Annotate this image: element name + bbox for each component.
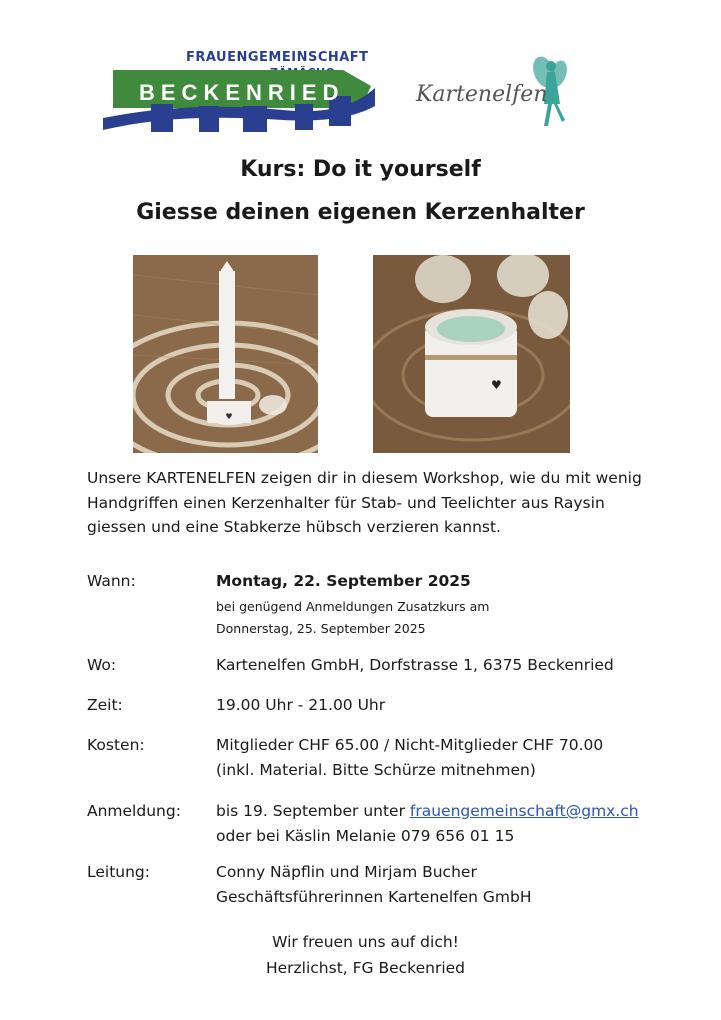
svg-text:♥: ♥ bbox=[491, 378, 502, 392]
label-wann: Wann: bbox=[87, 572, 136, 590]
label-kosten: Kosten: bbox=[87, 736, 145, 754]
candle-holder-photo bbox=[133, 255, 318, 453]
intro-paragraph: Unsere KARTENELFEN zeigen dir in diesem Workshop, wie du mit wenig Handgriffen einen Kerzenhalter für Stab- und Teelichter aus Raysin giessen und eine Stabkerze hübsch verzieren kannst. bbox=[87, 469, 642, 536]
label-wo: Wo: bbox=[87, 656, 117, 674]
date-main: Montag, 22. September 2025 bbox=[216, 572, 471, 590]
value-wo: Kartenelfen GmbH, Dorfstrasse 1, 6375 Beckenried bbox=[216, 656, 614, 674]
closing-line-1: Wir freuen uns auf dich! bbox=[272, 933, 459, 951]
value-leitung-1: Conny Näpflin und Mirjam Bucher bbox=[216, 863, 477, 881]
page-subtitle: Giesse deinen eigenen Kerzenhalter bbox=[136, 200, 585, 225]
value-leitung-2: Geschäftsführerinnen Kartenelfen GmbH bbox=[216, 888, 532, 906]
value-anmeldung-2: oder bei Käslin Melanie 079 656 01 15 bbox=[216, 827, 515, 845]
beckenried-logo bbox=[103, 48, 375, 134]
anmeldung-prefix: bis 19. September unter bbox=[216, 802, 405, 820]
svg-text:♥: ♥ bbox=[225, 412, 233, 421]
note-zusatzkurs: bei genügend Anmeldungen Zusatzkurs am bbox=[216, 599, 490, 614]
value-kosten-1: Mitglieder CHF 65.00 / Nicht-Mitglieder CHF 70.00 bbox=[216, 736, 604, 754]
tealight-holder-photo bbox=[373, 255, 570, 453]
value-wann bbox=[216, 569, 471, 594]
note-zusatzkurs-date: Donnerstag, 25. September 2025 bbox=[216, 621, 426, 636]
value-kosten-2: (inkl. Material. Bitte Schürze mitnehmen) bbox=[216, 761, 536, 779]
email-link[interactable]: frauengemeinschaft@gmx.ch bbox=[409, 802, 639, 820]
page-title: Kurs: Do it yourself bbox=[240, 157, 481, 182]
logo-main-letters: BECKENRIED bbox=[139, 80, 345, 105]
closing-line-2: Herzlichst, FG Beckenried bbox=[265, 959, 466, 977]
value-anmeldung-1 bbox=[216, 799, 639, 824]
logo-frauengemeinschaft-text: FRAUENGEMEINSCHAFT bbox=[186, 50, 369, 65]
label-anmeldung: Anmeldung: bbox=[87, 802, 181, 820]
label-zeit: Zeit: bbox=[87, 696, 123, 714]
kartenelfen-logo-text: Kartenelfen bbox=[416, 82, 548, 107]
label-leitung: Leitung: bbox=[87, 863, 150, 881]
value-zeit: 19.00 Uhr - 21.00 Uhr bbox=[216, 696, 386, 714]
